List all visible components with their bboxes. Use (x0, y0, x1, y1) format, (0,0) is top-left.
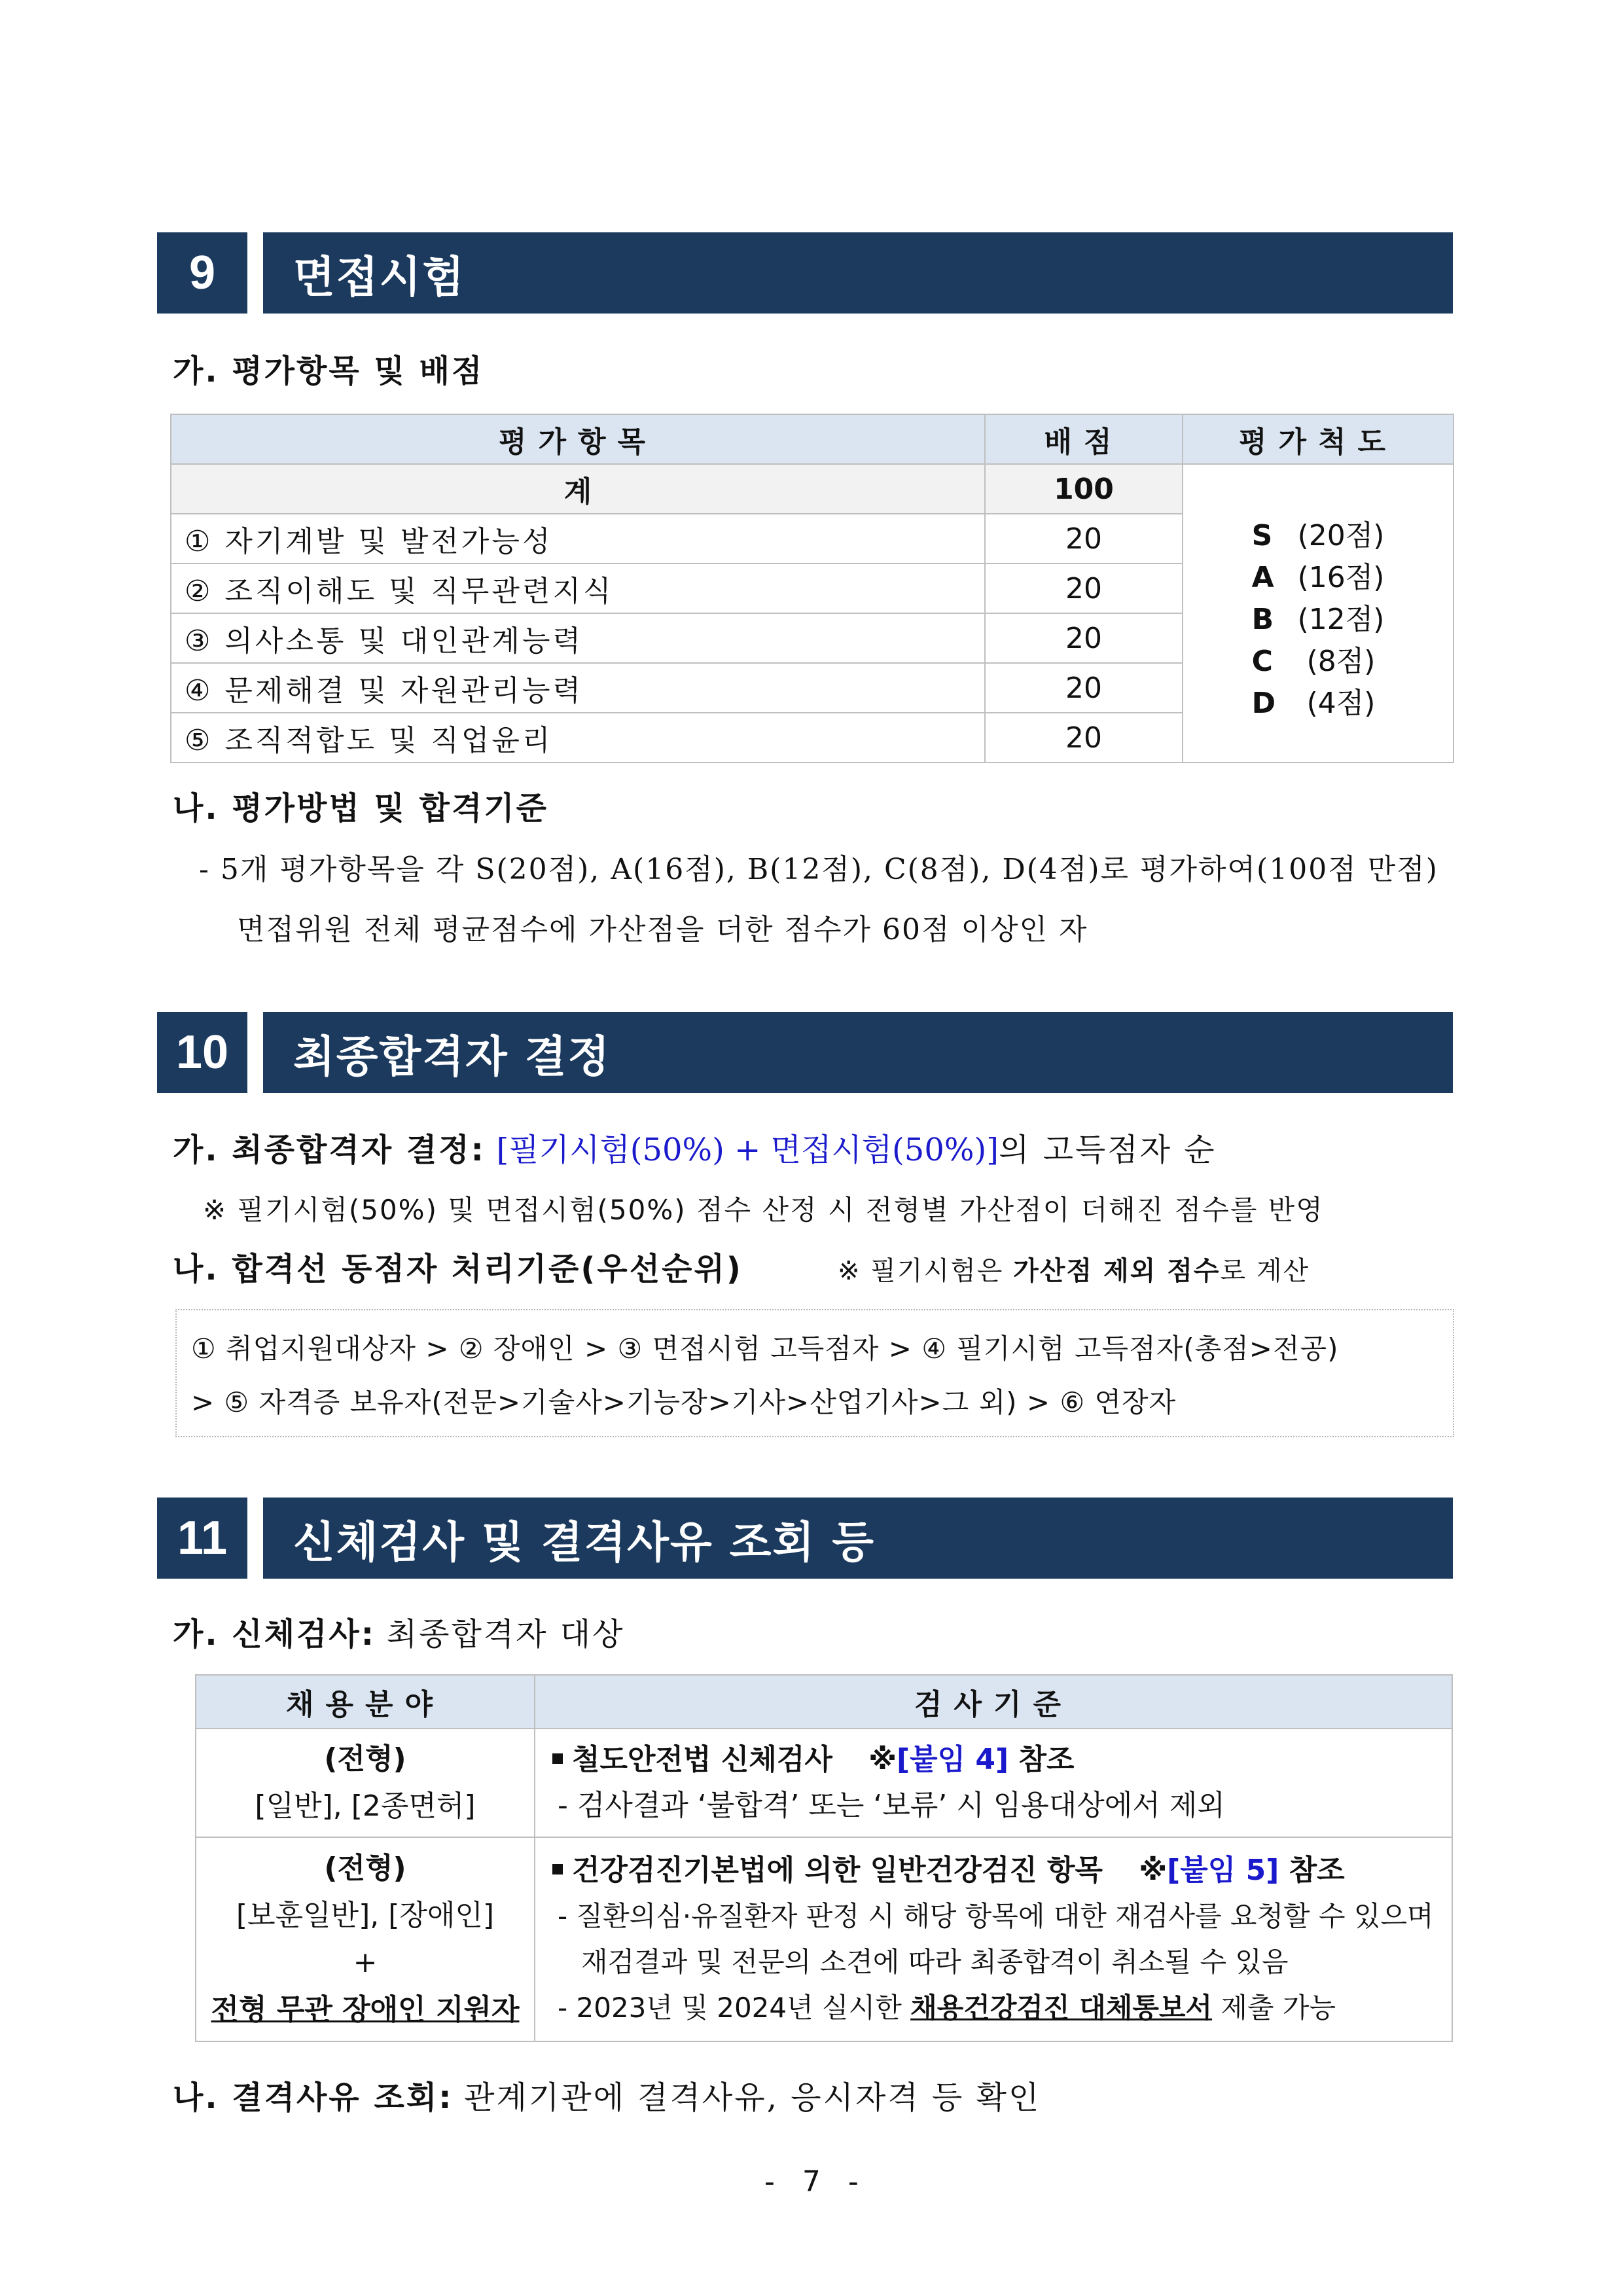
table-row: ② 조직이해도 및 직무관련지식 (171, 564, 985, 613)
header-criteria: 검사기준 (535, 1675, 1452, 1729)
appendix-5-ref: [붙임 5] (1167, 1854, 1279, 1887)
section-9-number: 9 (157, 232, 247, 314)
sec10-subheading-a: 가. 최종합격자 결정: [필기시험(50%) + 면접시험(50%)]의 고득점자 순 (173, 1132, 1217, 1168)
appendix-4-ref: [붙임 4] (896, 1743, 1009, 1776)
row1-field: (전형) [일반], [2종면허] (196, 1729, 535, 1837)
row1-criteria: 철도안전법 신체검사 ※[붙임 4] 참조 - 검사결과 ‘불합격’ 또는 ‘보류’ 시 임용대상에서 제외 (535, 1729, 1452, 1837)
evaluation-table (170, 414, 1454, 763)
section-10-number: 10 (157, 1012, 247, 1093)
row2-criteria: 건강검진기본법에 의한 일반건강검진 항목 ※[붙임 5] 참조 - 질환의심·유질환자 판정 시 해당 항목에 대한 재검사를 요청할 수 있으며 재검결과 및 전문의 소견에 따라 최종합격이 취소될 수 있음 - 2023년 및 2024년 실시한 채용건강검진 대체통보서 제출 가능 (535, 1837, 1452, 2041)
disabled-applicant-note: 전형 무관 장애인 지원자 (211, 1993, 520, 2026)
row-score: 20 (985, 564, 1183, 613)
sec10-subheading-b: 나. 합격선 동점자 처리기준(우선순위) (173, 1251, 743, 1287)
row-score: 20 (985, 713, 1183, 762)
section-10-title: 최종합격자 결정 (263, 1012, 1453, 1093)
method-line-1: - 5개 평가항목을 각 S(20점), A(16점), B(12점), C(8점), D(4점)로 평가하여(100점 만점) (199, 853, 1438, 886)
total-value: 100 (985, 464, 1183, 514)
health-certificate-note: 채용건강검진 대체통보서 (910, 1992, 1213, 2024)
row-score: 20 (985, 514, 1183, 564)
sec10-note: ※ 필기시험(50%) 및 면접시험(50%) 점수 산정 시 전형별 가산점이 더해진 점수를 반영 (203, 1194, 1324, 1226)
row-score: 20 (985, 663, 1183, 713)
header-item: 평가항목 (171, 414, 985, 464)
physical-exam-table (195, 1674, 1453, 2042)
bullet-square (552, 1753, 563, 1764)
section-9-title: 면접시험 (263, 232, 1453, 314)
score-formula: [필기시험(50%) + 면접시험(50%)] (496, 1132, 999, 1168)
priority-line-1: ① 취업지원대상자 > ② 장애인 > ③ 면접시험 고득점자 > ④ 필기시험 고득점자(총점>전공) (191, 1333, 1339, 1365)
scale-cell: S (20점) A (16점) B (12점) C (8점) D (4점) (1183, 464, 1454, 762)
sec10-subheading-b-note: ※ 필기시험은 가산점 제외 점수로 계산 (838, 1256, 1310, 1286)
header-score: 배점 (985, 414, 1183, 464)
row-score: 20 (985, 613, 1183, 663)
priority-line-2: > ⑤ 자격증 보유자(전문>기술사>기능장>기사>산업기사>그 외) > ⑥ 연장자 (191, 1386, 1177, 1418)
sec9-subheading-a: 가. 평가항목 및 배점 (173, 353, 484, 389)
page-number: - 7 - (764, 2165, 868, 2198)
header-field: 채용분야 (196, 1675, 535, 1729)
sec9-subheading-b: 나. 평가방법 및 합격기준 (173, 790, 549, 827)
total-label: 계 (171, 464, 985, 514)
section-11-number: 11 (157, 1498, 247, 1579)
priority-box (175, 1309, 1454, 1437)
bullet-square (552, 1864, 563, 1874)
table-row: ③ 의사소통 및 대인관계능력 (171, 613, 985, 663)
sec11-subheading-a: 가. 신체검사: 최종합격자 대상 (173, 1616, 625, 1653)
table-row: ⑤ 조직적합도 및 직업윤리 (171, 713, 985, 762)
table-row: ④ 문제해결 및 자원관리능력 (171, 663, 985, 713)
section-11-title: 신체검사 및 결격사유 조회 등 (263, 1498, 1453, 1579)
row2-field: (전형) [보훈일반], [장애인] + 전형 무관 장애인 지원자 (196, 1837, 535, 2041)
header-scale: 평가척도 (1183, 414, 1454, 464)
sec11-subheading-b: 나. 결격사유 조회: 관계기관에 결격사유, 응시자격 등 확인 (173, 2079, 1041, 2116)
table-row: ① 자기계발 및 발전가능성 (171, 514, 985, 564)
method-line-2: 면접위원 전체 평균점수에 가산점을 더한 점수가 60점 이상인 자 (237, 913, 1088, 946)
